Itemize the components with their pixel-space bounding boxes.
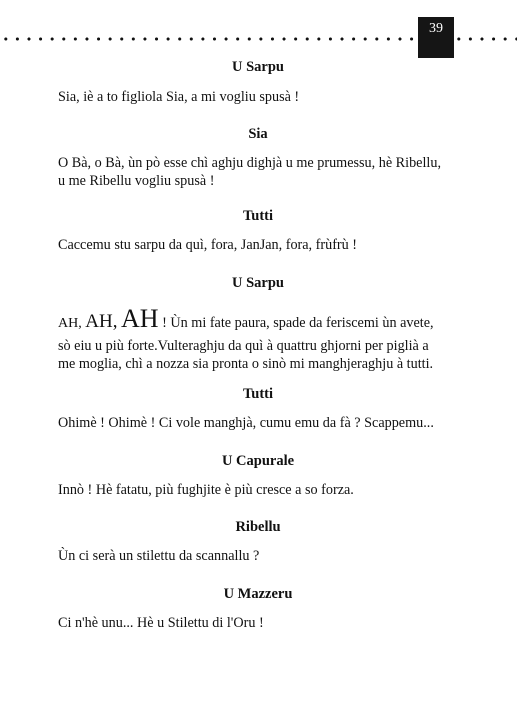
dialogue-line: sò eiu u più forte.Vulteraghju da quì à quattru ghjorni per piglià a xyxy=(58,338,429,354)
speaker-name: Tutti xyxy=(242,208,274,224)
dialogue-text xyxy=(58,547,468,565)
dialogue-line xyxy=(58,306,468,337)
speaker-name: Tutti xyxy=(242,386,274,402)
dialogue-line-rest: ! Ùn mi fate paura, spade da feriscemi ùn avete, xyxy=(162,315,434,331)
dialogue-line: me moglia, chì a nozza sia pronta o sinò mi manghjeraghju à tutti. xyxy=(58,356,434,372)
dialogue-line: Ci n'hè unu... Hè u Stilettu di l'Oru ! xyxy=(58,615,264,631)
exclamation-ah-small: AH, xyxy=(58,316,82,331)
speaker-name: Sia xyxy=(248,126,268,142)
dialogue-line: Caccemu stu sarpu da quì, fora, JanJan, fora, frùfrù ! xyxy=(58,237,358,253)
dialogue-text xyxy=(58,306,468,373)
page-number: 39 xyxy=(418,17,454,58)
exclamation-ah-medium: AH, xyxy=(85,311,118,332)
speaker-name: Ribellu xyxy=(235,519,281,535)
dialogue-text xyxy=(58,614,468,632)
dialogue-line: Innò ! Hè fatatu, più fughjite è più cresce a so forza. xyxy=(58,482,354,498)
speaker-name: U Mazzeru xyxy=(223,586,293,602)
dotted-rule-right xyxy=(453,36,517,42)
dialogue-line: Ùn ci serà un stilettu da scannallu ? xyxy=(58,548,260,564)
dialogue-line: Sia, iè a to figliola Sia, a mi vogliu spusà ! xyxy=(58,89,300,105)
dialogue-text xyxy=(58,88,468,106)
dialogue-line: O Bà, o Bà, ùn pò esse chì aghju dighjà u me prumessu, hè Ribellu, xyxy=(58,155,442,171)
dialogue-text xyxy=(58,236,468,254)
speaker-name: U Capurale xyxy=(221,453,295,469)
dialogue-text xyxy=(58,414,468,432)
dotted-rule-left xyxy=(0,36,420,42)
exclamation-ah-large: AH xyxy=(121,304,159,333)
dialogue-line: Ohimè ! Ohimè ! Ci vole manghjà, cumu emu da fà ? Scappemu... xyxy=(58,415,434,431)
dialogue-line: u me Ribellu vogliu spusà ! xyxy=(58,173,215,189)
speaker-name: U Sarpu xyxy=(232,59,284,75)
dialogue-text xyxy=(58,481,468,499)
dialogue-text xyxy=(58,154,468,190)
speaker-name: U Sarpu xyxy=(232,275,284,291)
